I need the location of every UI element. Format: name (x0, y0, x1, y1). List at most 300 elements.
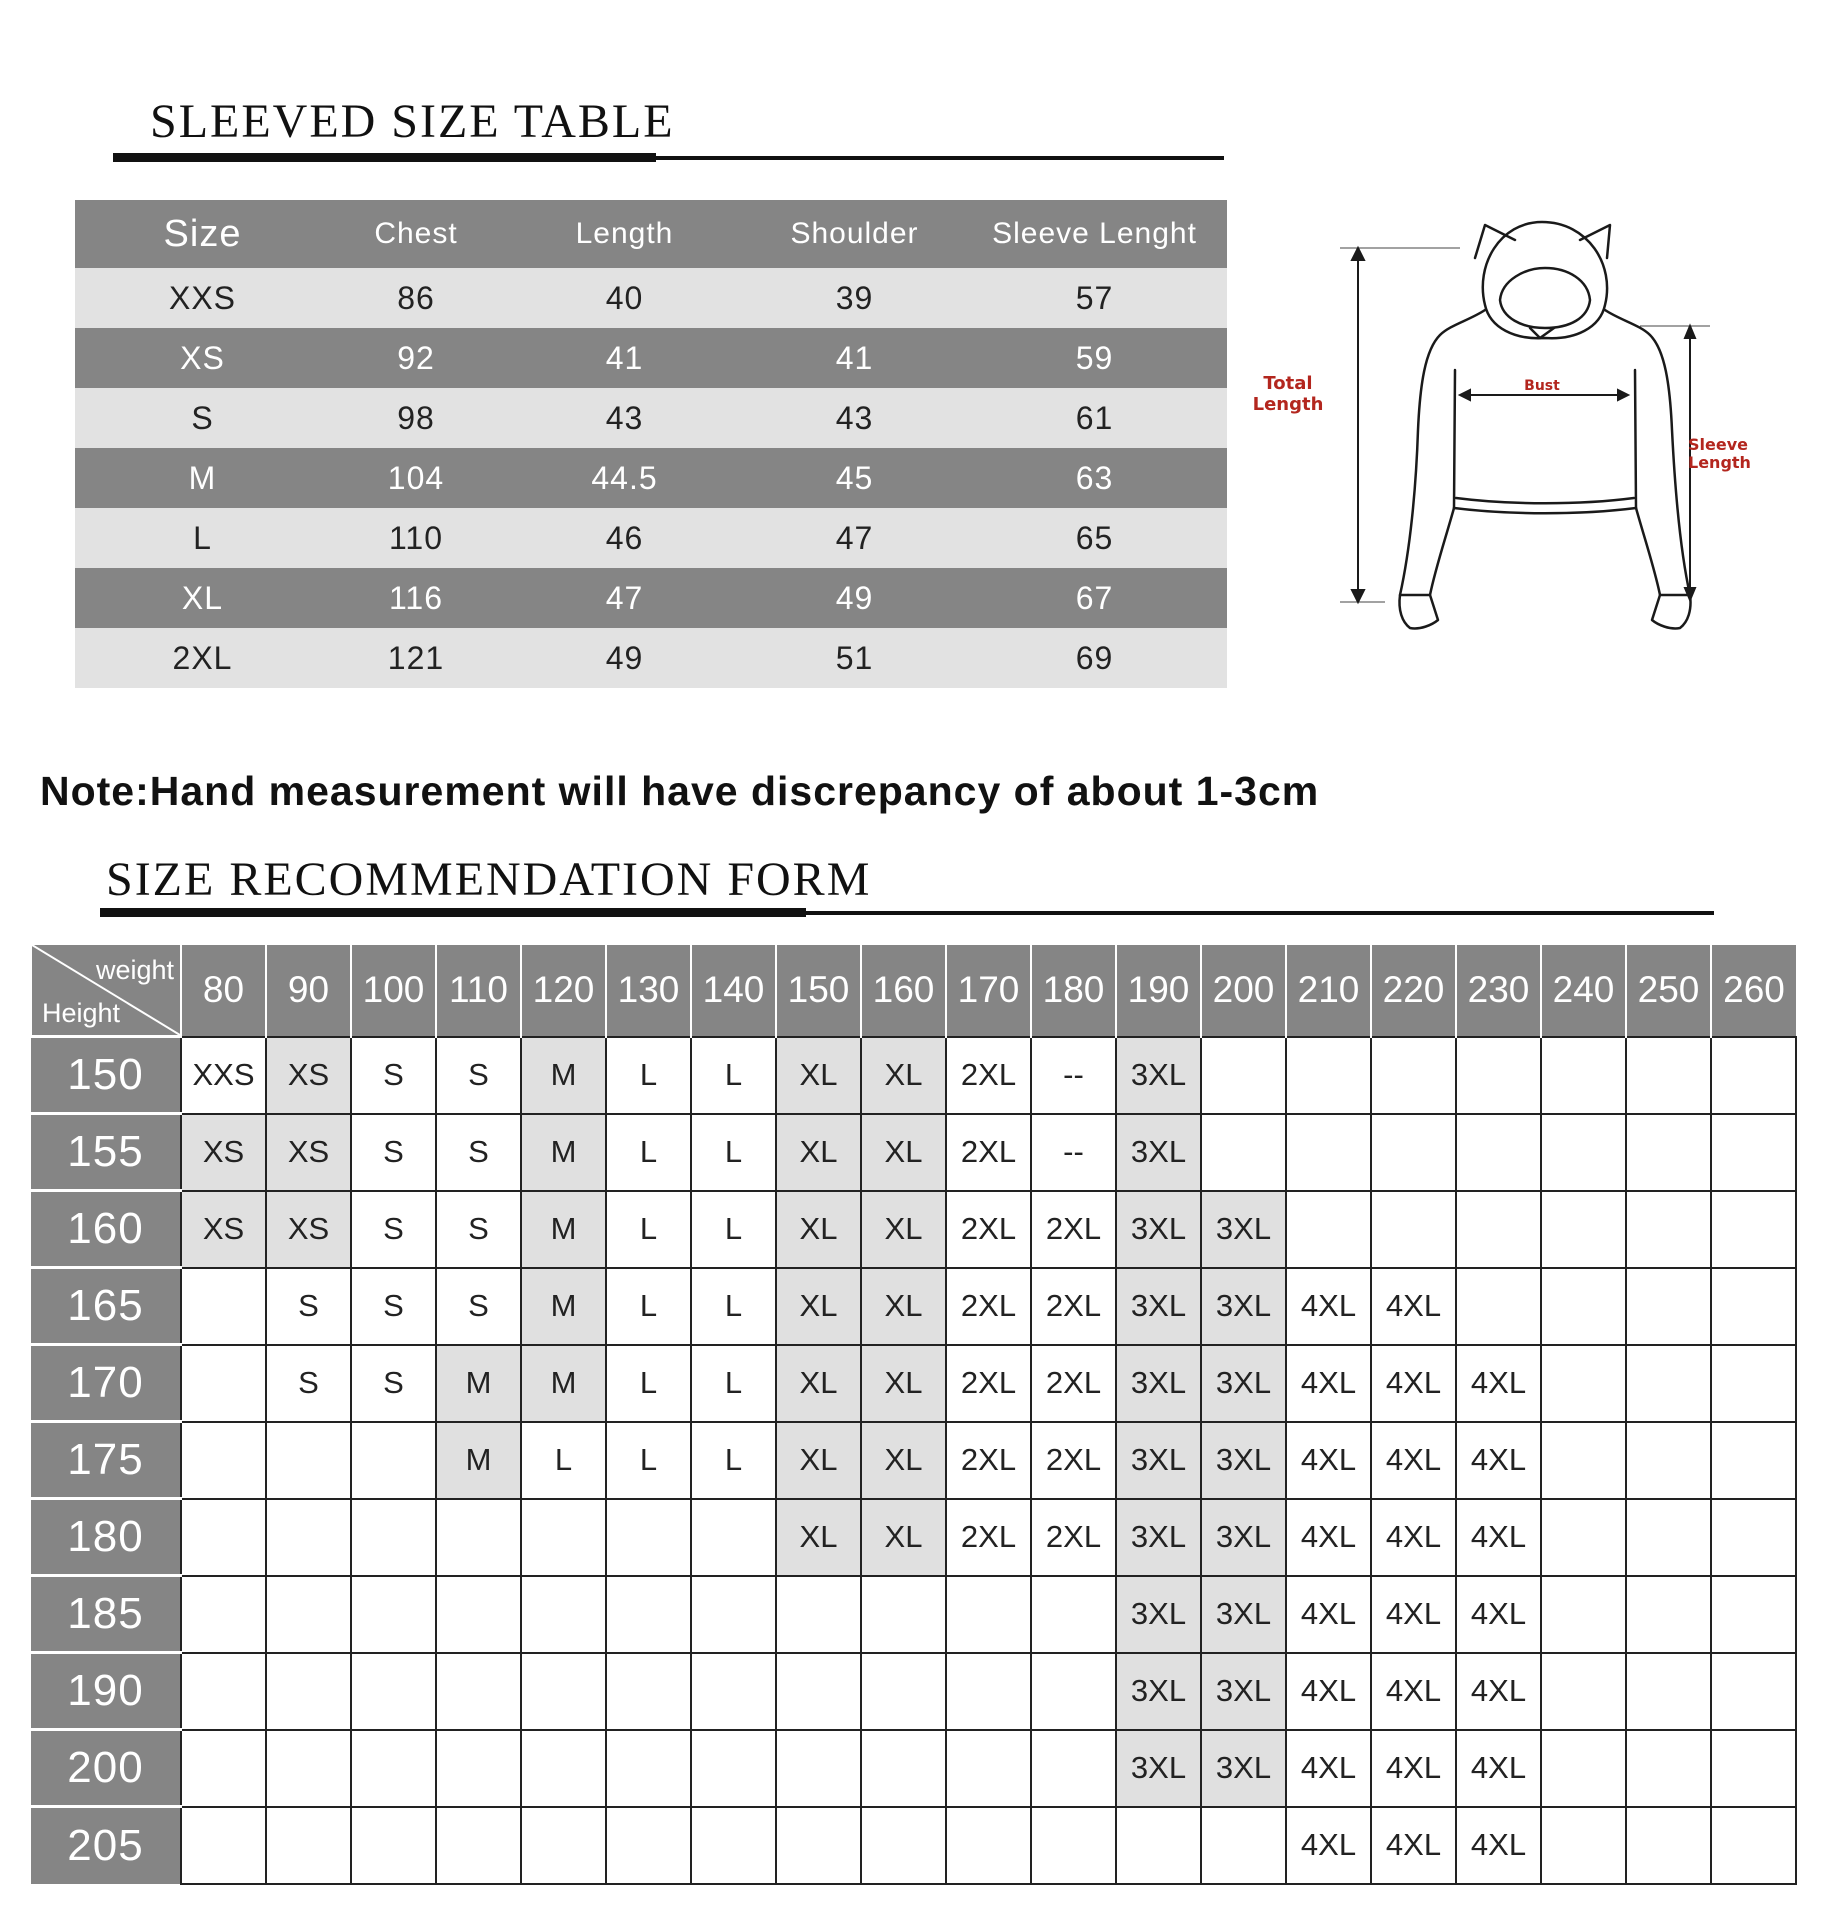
size-table-cell: 47 (747, 508, 962, 568)
size-recommendation-cell (1626, 1191, 1711, 1268)
size-recommendation-cell (691, 1499, 776, 1576)
size-recommendation-cell: L (606, 1422, 691, 1499)
size-recommendation-cell (351, 1576, 436, 1653)
size-recommendation-cell (1541, 1730, 1626, 1807)
size-recommendation-cell (1371, 1037, 1456, 1114)
table-row (31, 1807, 1796, 1884)
size-recommendation-cell (1626, 1653, 1711, 1730)
size-recommendation-cell: 4XL (1456, 1576, 1541, 1653)
weight-header-cell: 100 (351, 945, 436, 1037)
size-recommendation-cell: 4XL (1371, 1807, 1456, 1884)
size-recommendation-cell (181, 1422, 266, 1499)
size-recommendation-cell (181, 1576, 266, 1653)
size-table-cell: 104 (330, 448, 502, 508)
size-recommendation-cell (1031, 1807, 1116, 1884)
size-table (75, 200, 1227, 688)
size-table-cell: 59 (962, 328, 1227, 388)
measurement-note: Note:Hand measurement will have discrepancy of about 1-3cm (40, 768, 1320, 814)
size-recommendation-cell: 2XL (946, 1422, 1031, 1499)
size-recommendation-cell: 2XL (1031, 1191, 1116, 1268)
size-recommendation-cell (946, 1807, 1031, 1884)
size-recommendation-cell: L (691, 1114, 776, 1191)
bust-label: Bust (1524, 378, 1560, 394)
size-table-cell: 67 (962, 568, 1227, 628)
table-row (31, 1730, 1796, 1807)
size-recommendation-cell: 2XL (1031, 1422, 1116, 1499)
size-table-row (75, 328, 1227, 388)
size-recommendation-cell: XS (266, 1037, 351, 1114)
size-table-cell: 98 (330, 388, 502, 448)
size-recommendation-cell: L (691, 1191, 776, 1268)
size-recommendation-cell: 3XL (1201, 1576, 1286, 1653)
table-row (31, 1653, 1796, 1730)
size-recommendation-cell (691, 1576, 776, 1653)
size-table-cell: 44.5 (502, 448, 747, 508)
size-table-cell: 46 (502, 508, 747, 568)
weight-header-cell: 140 (691, 945, 776, 1037)
size-recommendation-cell (606, 1807, 691, 1884)
sleeve-length-label: Sleeve Length (1688, 435, 1751, 473)
size-table-cell: 2XL (75, 628, 330, 688)
weight-header-cell: 260 (1711, 945, 1796, 1037)
total-length-label: Total Length (1252, 373, 1324, 415)
size-recommendation-cell (1201, 1037, 1286, 1114)
size-recommendation-cell: L (606, 1114, 691, 1191)
size-table-cell: 92 (330, 328, 502, 388)
size-recommendation-cell: 4XL (1371, 1576, 1456, 1653)
size-table-cell: 47 (502, 568, 747, 628)
size-table-cell: 116 (330, 568, 502, 628)
size-recommendation-cell (1626, 1499, 1711, 1576)
size-table-cell: 41 (747, 328, 962, 388)
size-recommendation-cell: M (521, 1114, 606, 1191)
height-row-header: 160 (31, 1191, 181, 1268)
size-recommendation-cell: S (351, 1191, 436, 1268)
size-recommendation-cell (266, 1807, 351, 1884)
size-recommendation-cell: 2XL (946, 1037, 1031, 1114)
height-row-header: 170 (31, 1345, 181, 1422)
size-recommendation-cell: 4XL (1286, 1345, 1371, 1422)
size-table-header-cell: Sleeve Lenght (962, 200, 1227, 268)
size-table-row (75, 268, 1227, 328)
size-recommendation-cell: L (521, 1422, 606, 1499)
size-table-cell: L (75, 508, 330, 568)
size-recommendation-cell: XS (181, 1191, 266, 1268)
size-recommendation-cell: L (606, 1037, 691, 1114)
size-recommendation-cell: S (436, 1268, 521, 1345)
size-recommendation-cell: 4XL (1371, 1730, 1456, 1807)
size-recommendation-cell: 4XL (1371, 1345, 1456, 1422)
size-recommendation-cell (1201, 1807, 1286, 1884)
size-recommendation-cell: S (351, 1345, 436, 1422)
size-recommendation-cell: 3XL (1116, 1191, 1201, 1268)
size-recommendation-cell (1201, 1114, 1286, 1191)
size-recommendation-cell: XL (776, 1037, 861, 1114)
height-row-header: 150 (31, 1037, 181, 1114)
size-recommendation-cell: 3XL (1116, 1653, 1201, 1730)
height-row-header: 200 (31, 1730, 181, 1807)
size-recommendation-cell: L (606, 1268, 691, 1345)
size-recommendation-cell (691, 1807, 776, 1884)
size-recommendation-cell (1541, 1576, 1626, 1653)
size-recommendation-cell: XL (861, 1191, 946, 1268)
size-table-cell: 121 (330, 628, 502, 688)
size-recommendation-cell (1711, 1499, 1796, 1576)
size-table-cell: 40 (502, 268, 747, 328)
hoodie-icon (1270, 210, 1740, 650)
size-recommendation-cell: M (521, 1191, 606, 1268)
size-recommendation-cell: 2XL (1031, 1345, 1116, 1422)
size-recommendation-cell: XL (776, 1268, 861, 1345)
size-recommendation-cell: 3XL (1116, 1268, 1201, 1345)
weight-header-cell: 240 (1541, 945, 1626, 1037)
size-recommendation-cell: 4XL (1456, 1499, 1541, 1576)
size-table-row (75, 568, 1227, 628)
size-recommendation-cell: S (266, 1345, 351, 1422)
size-recommendation-cell (181, 1653, 266, 1730)
size-recommendation-cell (691, 1730, 776, 1807)
size-recommendation-cell: 3XL (1116, 1422, 1201, 1499)
size-recommendation-cell: XL (861, 1037, 946, 1114)
size-recommendation-cell: 4XL (1371, 1268, 1456, 1345)
size-recommendation-cell (181, 1268, 266, 1345)
size-recommendation-cell (266, 1499, 351, 1576)
weight-header-cell: 80 (181, 945, 266, 1037)
size-recommendation-cell (1711, 1730, 1796, 1807)
size-table-cell: 49 (502, 628, 747, 688)
size-recommendation-cell: XS (266, 1191, 351, 1268)
size-table-cell: 63 (962, 448, 1227, 508)
size-recommendation-cell (1286, 1114, 1371, 1191)
size-recommendation-cell: 4XL (1286, 1422, 1371, 1499)
size-recommendation-cell: XL (776, 1114, 861, 1191)
size-recommendation-cell: XL (776, 1422, 861, 1499)
size-recommendation-cell: XS (181, 1114, 266, 1191)
size-recommendation-cell (1286, 1191, 1371, 1268)
height-row-header: 175 (31, 1422, 181, 1499)
size-table-cell: 43 (502, 388, 747, 448)
size-recommendation-cell (351, 1653, 436, 1730)
size-recommendation-cell (1456, 1114, 1541, 1191)
size-recommendation-cell (1711, 1191, 1796, 1268)
size-recommendation-cell: 3XL (1201, 1499, 1286, 1576)
size-recommendation-cell (521, 1499, 606, 1576)
size-recommendation-cell: 3XL (1201, 1730, 1286, 1807)
size-table-cell: 45 (747, 448, 962, 508)
size-recommendation-cell (1541, 1499, 1626, 1576)
size-recommendation-cell (1711, 1576, 1796, 1653)
size-recommendation-cell: 3XL (1201, 1653, 1286, 1730)
weight-header-cell: 230 (1456, 945, 1541, 1037)
size-recommendation-cell: 4XL (1371, 1653, 1456, 1730)
size-recommendation-cell (1286, 1037, 1371, 1114)
size-recommendation-cell (351, 1499, 436, 1576)
size-recommendation-cell: XL (776, 1191, 861, 1268)
table-row (31, 1037, 1796, 1114)
size-recommendation-cell (1626, 1345, 1711, 1422)
size-table-cell: 61 (962, 388, 1227, 448)
size-recommendation-cell (1711, 1653, 1796, 1730)
size-recommendation-cell (776, 1730, 861, 1807)
weight-header-cell: 120 (521, 945, 606, 1037)
size-table-header-cell: Shoulder (747, 200, 962, 268)
size-table-cell: 57 (962, 268, 1227, 328)
size-table-row (75, 508, 1227, 568)
size-recommendation-cell: 4XL (1286, 1807, 1371, 1884)
size-recommendation-cell (1456, 1268, 1541, 1345)
size-recommendation-cell (1711, 1114, 1796, 1191)
size-recommendation-cell (181, 1345, 266, 1422)
size-recommendation-cell (1541, 1422, 1626, 1499)
size-recommendation-cell (776, 1807, 861, 1884)
size-recommendation-cell: 3XL (1201, 1345, 1286, 1422)
size-recommendation-cell (436, 1730, 521, 1807)
size-recommendation-cell (521, 1576, 606, 1653)
size-recommendation-cell: XL (861, 1268, 946, 1345)
size-recommendation-cell: -- (1031, 1037, 1116, 1114)
size-recommendation-cell (861, 1576, 946, 1653)
height-label: Height (42, 998, 121, 1028)
weight-header-cell: 110 (436, 945, 521, 1037)
size-recommendation-cell: S (436, 1191, 521, 1268)
rec-underline-thick (100, 908, 806, 917)
size-table-header-cell: Length (502, 200, 747, 268)
size-recommendation-cell (351, 1422, 436, 1499)
size-recommendation-cell (1116, 1807, 1201, 1884)
size-recommendation-cell (1626, 1037, 1711, 1114)
size-table-cell: M (75, 448, 330, 508)
size-recommendation-cell (1541, 1268, 1626, 1345)
size-recommendation-cell: M (521, 1037, 606, 1114)
size-recommendation-cell: 4XL (1286, 1499, 1371, 1576)
size-recommendation-cell: 4XL (1456, 1345, 1541, 1422)
size-recommendation-cell (266, 1422, 351, 1499)
size-recommendation-cell: 3XL (1116, 1499, 1201, 1576)
size-recommendation-cell (1626, 1422, 1711, 1499)
size-recommendation-cell: M (521, 1268, 606, 1345)
size-recommendation-cell: 3XL (1116, 1037, 1201, 1114)
size-recommendation-cell: -- (1031, 1114, 1116, 1191)
size-recommendation-cell (946, 1576, 1031, 1653)
size-recommendation-cell (436, 1499, 521, 1576)
size-table-cell: 110 (330, 508, 502, 568)
size-recommendation-cell: 2XL (946, 1191, 1031, 1268)
size-recommendation-cell (1541, 1037, 1626, 1114)
rec-underline-thin (806, 911, 1714, 915)
size-recommendation-cell (436, 1807, 521, 1884)
size-recommendation-cell (351, 1730, 436, 1807)
size-table-cell: XXS (75, 268, 330, 328)
size-recommendation-cell: 4XL (1286, 1576, 1371, 1653)
size-recommendation-cell (266, 1653, 351, 1730)
size-recommendation-cell (606, 1653, 691, 1730)
size-recommendation-cell (606, 1499, 691, 1576)
weight-header-cell: 190 (1116, 945, 1201, 1037)
table-row (31, 1422, 1796, 1499)
size-recommendation-cell: M (521, 1345, 606, 1422)
size-recommendation-cell: XL (776, 1345, 861, 1422)
size-recommendation-cell (776, 1653, 861, 1730)
size-recommendation-cell: 3XL (1116, 1576, 1201, 1653)
size-recommendation-cell (1541, 1807, 1626, 1884)
size-recommendation-cell: 3XL (1201, 1191, 1286, 1268)
size-recommendation-cell (1626, 1807, 1711, 1884)
height-row-header: 205 (31, 1807, 181, 1884)
height-row-header: 165 (31, 1268, 181, 1345)
size-recommendation-cell: 2XL (946, 1114, 1031, 1191)
weight-header-cell: 180 (1031, 945, 1116, 1037)
size-recommendation-cell: XS (266, 1114, 351, 1191)
weight-header-cell: 210 (1286, 945, 1371, 1037)
size-table-cell: S (75, 388, 330, 448)
size-recommendation-cell (776, 1576, 861, 1653)
size-table-row (75, 628, 1227, 688)
size-recommendation-cell: 3XL (1201, 1268, 1286, 1345)
size-recommendation-cell (351, 1807, 436, 1884)
size-recommendation-cell (946, 1653, 1031, 1730)
size-recommendation-cell (266, 1576, 351, 1653)
size-recommendation-cell (181, 1730, 266, 1807)
weight-header-cell: 200 (1201, 945, 1286, 1037)
size-recommendation-cell (1711, 1037, 1796, 1114)
height-row-header: 185 (31, 1576, 181, 1653)
size-table-cell: 69 (962, 628, 1227, 688)
size-recommendation-cell (1626, 1268, 1711, 1345)
size-table-title: SLEEVED SIZE TABLE (150, 95, 675, 148)
size-recommendation-cell (1711, 1345, 1796, 1422)
table-row (31, 1191, 1796, 1268)
size-recommendation-cell (266, 1730, 351, 1807)
hoodie-measurement-diagram (1252, 210, 1751, 655)
height-row-header: 180 (31, 1499, 181, 1576)
size-recommendation-cell: S (266, 1268, 351, 1345)
size-recommendation-cell (521, 1653, 606, 1730)
size-recommendation-cell (691, 1653, 776, 1730)
size-recommendation-cell: 3XL (1116, 1345, 1201, 1422)
size-recommendation-cell: XL (861, 1345, 946, 1422)
size-table-header (75, 200, 1227, 268)
size-recommendation-cell (181, 1499, 266, 1576)
size-recommendation-cell (861, 1730, 946, 1807)
weight-header-cell: 220 (1371, 945, 1456, 1037)
size-recommendation-cell (606, 1576, 691, 1653)
height-row-header: 155 (31, 1114, 181, 1191)
size-recommendation-cell: 4XL (1286, 1730, 1371, 1807)
table-row (31, 1576, 1796, 1653)
size-recommendation-cell (606, 1730, 691, 1807)
size-recommendation-cell: 4XL (1286, 1268, 1371, 1345)
size-table-header-cell: Size (75, 200, 330, 268)
size-table-cell: 86 (330, 268, 502, 328)
size-recommendation-cell: S (436, 1037, 521, 1114)
size-recommendation-cell (1541, 1653, 1626, 1730)
size-recommendation-cell (1541, 1191, 1626, 1268)
size-recommendation-cell: M (436, 1345, 521, 1422)
size-recommendation-cell: 2XL (946, 1268, 1031, 1345)
size-recommendation-cell: 3XL (1116, 1114, 1201, 1191)
size-recommendation-cell: XXS (181, 1037, 266, 1114)
size-recommendation-cell (1456, 1191, 1541, 1268)
weight-header-cell: 90 (266, 945, 351, 1037)
size-recommendation-cell: L (606, 1345, 691, 1422)
size-recommendation-cell (521, 1807, 606, 1884)
weight-label: weight (95, 955, 174, 985)
size-recommendation-cell: 4XL (1371, 1499, 1456, 1576)
recommendation-table (30, 945, 1797, 1885)
size-recommendation-cell (1541, 1114, 1626, 1191)
size-recommendation-cell (946, 1730, 1031, 1807)
size-recommendation-cell: 3XL (1201, 1422, 1286, 1499)
size-table-row (75, 388, 1227, 448)
size-recommendation-cell (181, 1807, 266, 1884)
size-recommendation-cell: XL (861, 1114, 946, 1191)
size-recommendation-cell: XL (861, 1422, 946, 1499)
size-table-cell: 43 (747, 388, 962, 448)
weight-header-cell: 150 (776, 945, 861, 1037)
size-table-cell: 41 (502, 328, 747, 388)
table-row (31, 1499, 1796, 1576)
size-table-row (75, 448, 1227, 508)
corner-cell (31, 945, 181, 1037)
size-recommendation-cell: 2XL (946, 1345, 1031, 1422)
size-recommendation-cell: L (691, 1037, 776, 1114)
size-recommendation-cell (861, 1807, 946, 1884)
size-recommendation-cell: 4XL (1371, 1422, 1456, 1499)
size-recommendation-cell (1626, 1114, 1711, 1191)
size-recommendation-cell: 2XL (1031, 1499, 1116, 1576)
size-recommendation-cell: L (606, 1191, 691, 1268)
size-recommendation-cell (861, 1653, 946, 1730)
title-underline-thin (656, 156, 1224, 160)
size-recommendation-cell: S (351, 1114, 436, 1191)
size-recommendation-cell (1456, 1037, 1541, 1114)
size-recommendation-cell (1371, 1114, 1456, 1191)
size-recommendation-cell (436, 1653, 521, 1730)
size-recommendation-cell: 4XL (1456, 1730, 1541, 1807)
size-recommendation-cell: 4XL (1286, 1653, 1371, 1730)
size-recommendation-cell: XL (861, 1499, 946, 1576)
size-recommendation-cell: M (436, 1422, 521, 1499)
size-recommendation-cell (1031, 1576, 1116, 1653)
size-recommendation-cell: S (351, 1268, 436, 1345)
table-row (31, 1114, 1796, 1191)
size-recommendation-cell (1031, 1730, 1116, 1807)
weight-header-cell: 170 (946, 945, 1031, 1037)
size-recommendation-cell: 3XL (1116, 1730, 1201, 1807)
size-recommendation-cell: S (351, 1037, 436, 1114)
size-recommendation-cell (436, 1576, 521, 1653)
size-table-cell: XL (75, 568, 330, 628)
size-recommendation-cell: S (436, 1114, 521, 1191)
weight-header-cell: 250 (1626, 945, 1711, 1037)
size-recommendation-cell: 2XL (1031, 1268, 1116, 1345)
size-recommendation-cell (1711, 1807, 1796, 1884)
size-recommendation-cell: 2XL (946, 1499, 1031, 1576)
size-table-cell: 65 (962, 508, 1227, 568)
weight-header-cell: 130 (606, 945, 691, 1037)
recommendation-title: SIZE RECOMMENDATION FORM (106, 853, 872, 906)
size-recommendation-cell (1371, 1191, 1456, 1268)
size-recommendation-cell (521, 1730, 606, 1807)
size-table-cell: 49 (747, 568, 962, 628)
size-recommendation-cell: L (691, 1268, 776, 1345)
weight-header-row (31, 945, 1796, 1037)
size-table-cell: 39 (747, 268, 962, 328)
size-recommendation-cell: L (691, 1345, 776, 1422)
title-underline-thick (113, 153, 656, 162)
height-row-header: 190 (31, 1653, 181, 1730)
table-row (31, 1345, 1796, 1422)
